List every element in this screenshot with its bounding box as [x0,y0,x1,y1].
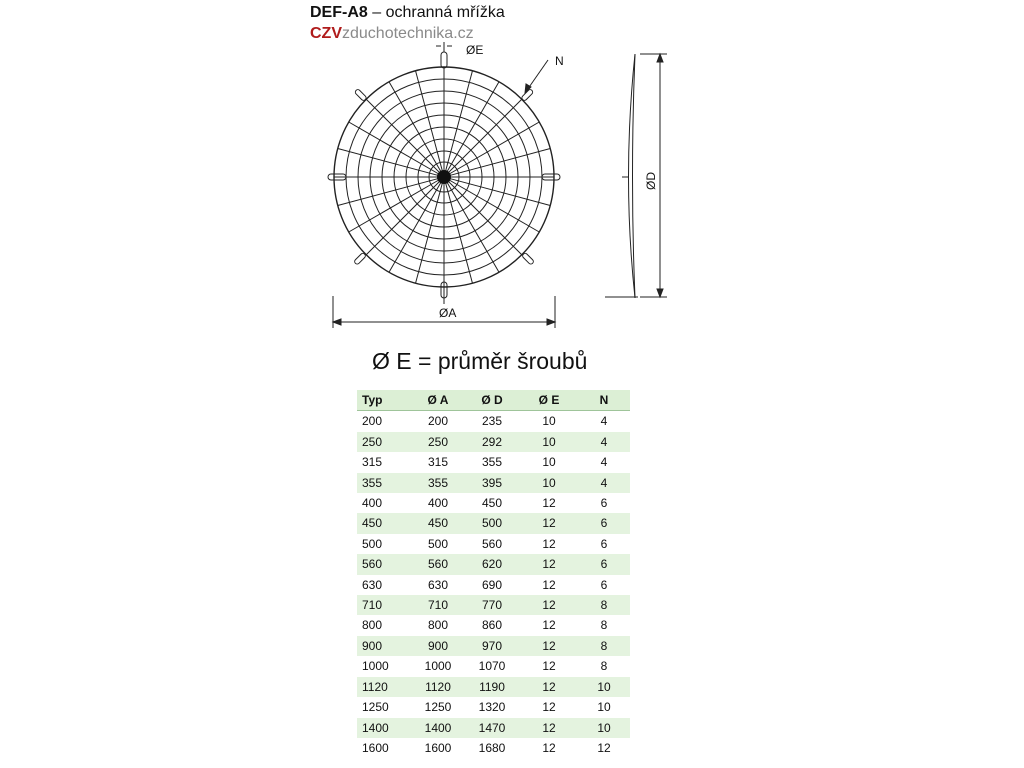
cell-n: 4 [600,414,608,429]
cell-typ: 400 [362,496,383,511]
cell-typ: 1250 [362,700,389,715]
cell-typ: 355 [357,473,412,493]
cell-typ: 500 [362,536,383,551]
cell-typ: 1400 [357,718,412,738]
column-header-typ: Typ [357,390,412,411]
cell-d: 235 [481,414,503,429]
table-row [357,575,630,595]
grille-side-view [605,54,638,298]
cell-n: 4 [578,473,630,493]
cell-n: 8 [578,595,630,615]
cell-d: 560 [481,536,503,551]
cell-d: 500 [464,513,520,533]
table-row [357,432,630,452]
cell-n: 6 [600,536,608,551]
cell-n: 10 [578,718,630,738]
label-e: ØE [466,43,484,57]
cell-d: 770 [464,595,520,615]
cell-a: 400 [427,496,449,511]
table-row [357,636,630,656]
cell-e: 10 [542,414,556,429]
cell-d: 1190 [464,677,520,697]
cell-n: 10 [578,677,630,697]
cell-n: 6 [578,513,630,533]
cell-a: 1120 [412,677,464,697]
table-row [357,615,630,635]
cell-d: 395 [464,473,520,493]
cell-a: 560 [412,554,464,574]
cell-typ: 1600 [362,740,389,755]
grille-spoke [389,182,441,272]
table-row [357,697,630,717]
grille-spoke [449,180,539,232]
cell-n: 4 [600,455,608,470]
cell-d: 292 [464,432,520,452]
cell-e: 12 [542,618,556,633]
label-n: N [555,54,564,68]
table-row [357,493,630,513]
grille-spoke [389,82,441,172]
cell-e: 10 [542,455,556,470]
document-title [310,4,505,22]
cell-e: 12 [520,595,578,615]
grille-spoke [447,182,499,272]
cell-a: 1400 [412,718,464,738]
cell-d: 970 [464,636,520,656]
cell-e: 12 [542,700,556,715]
grille-spoke [366,181,440,255]
table-row [357,473,630,493]
cell-a: 630 [427,577,449,592]
table-row [357,677,630,697]
cell-e: 12 [542,659,556,674]
cell-a: 710 [412,595,464,615]
table-row [357,656,630,676]
cell-d: 1320 [478,700,506,715]
cell-n: 6 [600,496,608,511]
cell-a: 1000 [424,659,452,674]
cell-n: 8 [600,618,608,633]
cell-e: 12 [520,513,578,533]
cell-n: 10 [597,700,611,715]
cell-a: 355 [412,473,464,493]
cell-typ: 800 [362,618,383,633]
cell-n: 12 [597,740,611,755]
cell-d: 1470 [464,718,520,738]
table-row [357,452,630,472]
cell-typ: 1120 [357,677,412,697]
top-bolt-tab [436,42,452,68]
table-row [357,513,630,533]
table-row [357,411,630,432]
bottom-bolt-tab [441,276,447,304]
table-row [357,534,630,554]
cell-e: 12 [520,718,578,738]
cell-typ: 710 [357,595,412,615]
cell-a: 250 [412,432,464,452]
cell-a: 315 [427,455,449,470]
cell-a: 450 [412,513,464,533]
cell-n: 8 [578,636,630,656]
cell-d: 860 [481,618,503,633]
grille-spoke [448,99,522,173]
grille-drawing [300,38,700,338]
cell-n: 8 [600,659,608,674]
label-a: ØA [439,306,457,320]
column-header-a: Ø A [412,390,464,411]
cell-e: 12 [520,677,578,697]
cell-a: 900 [412,636,464,656]
cell-e: 12 [542,577,556,592]
cell-d: 1680 [478,740,506,755]
cell-e: 12 [542,740,556,755]
cell-n: 6 [600,577,608,592]
column-header-d: Ø D [464,390,520,411]
grille-spoke [349,122,439,174]
cell-d: 1070 [478,659,506,674]
grille-spoke [448,181,522,255]
product-subtitle: – ochranná mřížka [367,4,505,21]
table-row [357,554,630,574]
label-d: ØD [644,172,658,190]
center-hub [437,170,451,184]
cell-a: 200 [427,414,449,429]
product-code: DEF-A8 [310,4,368,21]
cell-a: 1600 [424,740,452,755]
cell-e: 10 [520,473,578,493]
cell-e: 12 [520,636,578,656]
grille-spoke [449,122,539,174]
cell-n: 6 [578,554,630,574]
brand-v: V [331,25,342,42]
cell-a: 1250 [424,700,452,715]
column-header-n: N [578,390,630,411]
cell-e: 10 [520,432,578,452]
grille-spoke [447,82,499,172]
table-row [357,738,630,758]
cell-typ: 315 [362,455,383,470]
cell-d: 620 [464,554,520,574]
cell-typ: 900 [357,636,412,656]
cell-n: 4 [578,432,630,452]
cell-typ: 560 [357,554,412,574]
dimensions-table [357,390,630,758]
bolt-diameter-note: Ø E = průměr šroubů [372,348,588,374]
grille-spoke [349,180,439,232]
n-leader [525,60,548,93]
cell-e: 12 [542,536,556,551]
cell-d: 450 [481,496,503,511]
brand-cz: CZ [310,25,332,42]
cell-e: 12 [542,496,556,511]
table-header-row [357,390,630,411]
cell-typ: 1000 [362,659,389,674]
cell-d: 690 [481,577,503,592]
cell-d: 355 [481,455,503,470]
brand-rest: zduchotechnika.cz [342,25,474,42]
grille-spoke [366,99,440,173]
cell-typ: 200 [362,414,383,429]
table-row [357,595,630,615]
column-header-e: Ø E [520,390,578,411]
cell-a: 800 [427,618,449,633]
cell-typ: 250 [357,432,412,452]
cell-typ: 450 [357,513,412,533]
cell-a: 500 [427,536,449,551]
table-row [357,718,630,738]
cell-e: 12 [520,554,578,574]
cell-typ: 630 [362,577,383,592]
